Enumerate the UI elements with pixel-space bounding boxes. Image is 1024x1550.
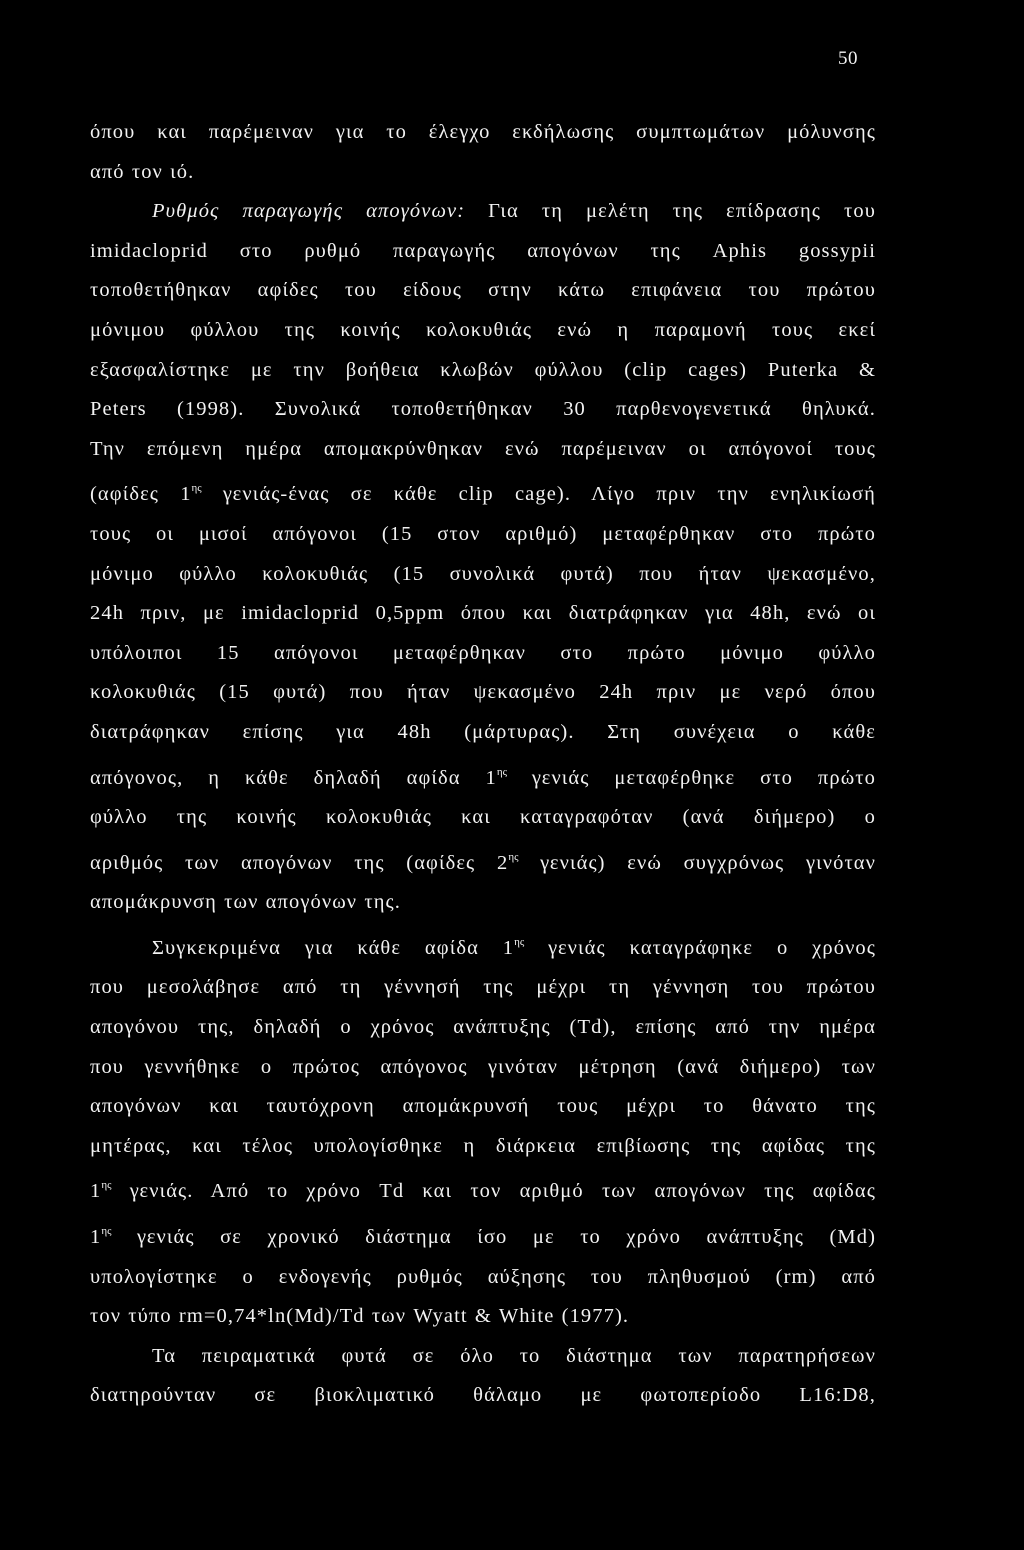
text-fragment: Συγκεκριμένα για κάθε αφίδα 1 [152, 936, 515, 959]
text-line: όπου και παρέμειναν για το έλεγχο εκδήλωσης συμπτωμάτων μόλυνσης [90, 121, 876, 143]
text-fragment: Για τη μελέτη της επίδρασης του [488, 200, 876, 223]
superscript: ης [496, 765, 507, 778]
text-line: μόνιμου φύλλου της κοινής κολοκυθιάς ενώ η παραμονή τους εκεί [90, 318, 876, 341]
text-fragment: γενιάς μεταφέρθηκε στο πρώτο [531, 766, 876, 789]
text-line [90, 1166, 876, 1212]
text-fragment: γενιάς-ένας σε κάθε clip cage). Λίγο πριν την ενηλικίωσή [222, 483, 876, 506]
text-line: Peters (1998). Συνολικά τοποθετήθηκαν 30 παρθενογενετικά θηλυκά. [90, 398, 876, 421]
document-body [90, 113, 876, 1416]
text-line: που γεννήθηκε ο πρώτος απόγονος γινόταν μέτρηση (ανά διήμερο) των [90, 1055, 876, 1078]
page-number: 50 [838, 48, 858, 69]
text-line: απογόνου της, δηλαδή ο χρόνος ανάπτυξης (Td), επίσης από την ημέρα [90, 1016, 876, 1039]
text-fragment: (αφίδες 1 [90, 483, 192, 506]
text-fragment: γενιάς. Από το χρόνο Td και τον αριθμό των απογόνων της αφίδας [129, 1180, 876, 1203]
text-line: τους οι μισοί απόγονοι (15 στον αριθμό) μεταφέρθηκαν στο πρώτο [90, 522, 876, 545]
superscript: ης [101, 1179, 112, 1192]
text-line: διατράφηκαν επίσης για 48h (μάρτυρας). Στη συνέχεια ο κάθε [90, 720, 876, 743]
superscript: ης [508, 850, 519, 863]
text-fragment: 1 [90, 1180, 102, 1203]
text-line: φύλλο της κοινής κολοκυθιάς και καταγραφόταν (ανά διήμερο) ο [90, 806, 876, 829]
superscript: ης [514, 935, 525, 948]
text-line: Την επόμενη ημέρα απομακρύνθηκαν ενώ παρέμειναν οι απόγονοί τους [90, 437, 876, 460]
text-line: απομάκρυνση των απογόνων της. [90, 891, 401, 914]
superscript: ης [191, 482, 202, 495]
text-line: μητέρας, και τέλος υπολογίσθηκε η διάρκεια επιβίωσης της αφίδας της [90, 1134, 876, 1157]
text-line: εξασφαλίστηκε με την βοήθεια κλωβών φύλλου (clip cages) Puterka & [90, 358, 876, 381]
text-line: υπόλοιποι 15 απόγονοι μεταφέρθηκαν στο πρώτο μόνιμο φύλλο [90, 641, 876, 664]
section-heading: Ρυθμός παραγωγής απογόνων: [152, 200, 466, 223]
text-line: μόνιμο φύλλο κολοκυθιάς (15 συνολικά φυτά) που ήταν ψεκασμένο, [90, 562, 876, 585]
text-line [90, 192, 876, 232]
text-fragment: απόγονος, η κάθε δηλαδή αφίδα 1 [90, 766, 497, 789]
text-fragment: γενιάς καταγράφηκε ο χρόνος [548, 936, 877, 959]
text-fragment: γενιάς σε χρονικό διάστημα ίσο με το χρόνο ανάπτυξης (Md) [137, 1226, 876, 1249]
text-line: 24h πριν, με imidacloprid 0,5ppm όπου και διατράφηκαν για 48h, ενώ οι [90, 602, 876, 625]
text-line: που μεσολάβησε από τη γέννησή της μέχρι τη γέννηση του πρώτου [90, 976, 876, 999]
text-line: διατηρούνταν σε βιοκλιματικό θάλαμο με φωτοπερίοδο L16:D8, [90, 1384, 876, 1407]
text-line: από τον ιό. [90, 160, 195, 183]
text-fragment: αριθμός των απογόνων της (αφίδες 2 [90, 851, 509, 874]
text-line [90, 469, 876, 515]
text-fragment: 1 [90, 1226, 102, 1249]
text-line: imidacloprid στο ρυθμό παραγωγής απογόνων της Aphis gossypii [90, 239, 876, 262]
text-line [90, 838, 876, 884]
text-line [90, 1212, 876, 1258]
superscript: ης [101, 1225, 112, 1238]
text-line [90, 753, 876, 799]
text-line: κολοκυθιάς (15 φυτά) που ήταν ψεκασμένο 24h πριν με νερό όπου [90, 681, 876, 704]
text-line: Τα πειραματικά φυτά σε όλο το διάστημα των παρατηρήσεων [152, 1344, 876, 1367]
text-line: τοποθετήθηκαν αφίδες του είδους στην κάτω επιφάνεια του πρώτου [90, 279, 876, 302]
text-line: τον τύπο rm=0,74*ln(Md)/Td των Wyatt & White (1977). [90, 1305, 630, 1328]
text-line: απογόνων και ταυτόχρονη απομάκρυνσή τους μέχρι το θάνατο της [90, 1095, 876, 1118]
text-line [90, 923, 876, 969]
text-fragment: γενιάς) ενώ συγχρόνως γινόταν [540, 851, 876, 874]
text-line: υπολογίστηκε ο ενδογενής ρυθμός αύξησης του πληθυσμού (rm) από [90, 1265, 876, 1288]
